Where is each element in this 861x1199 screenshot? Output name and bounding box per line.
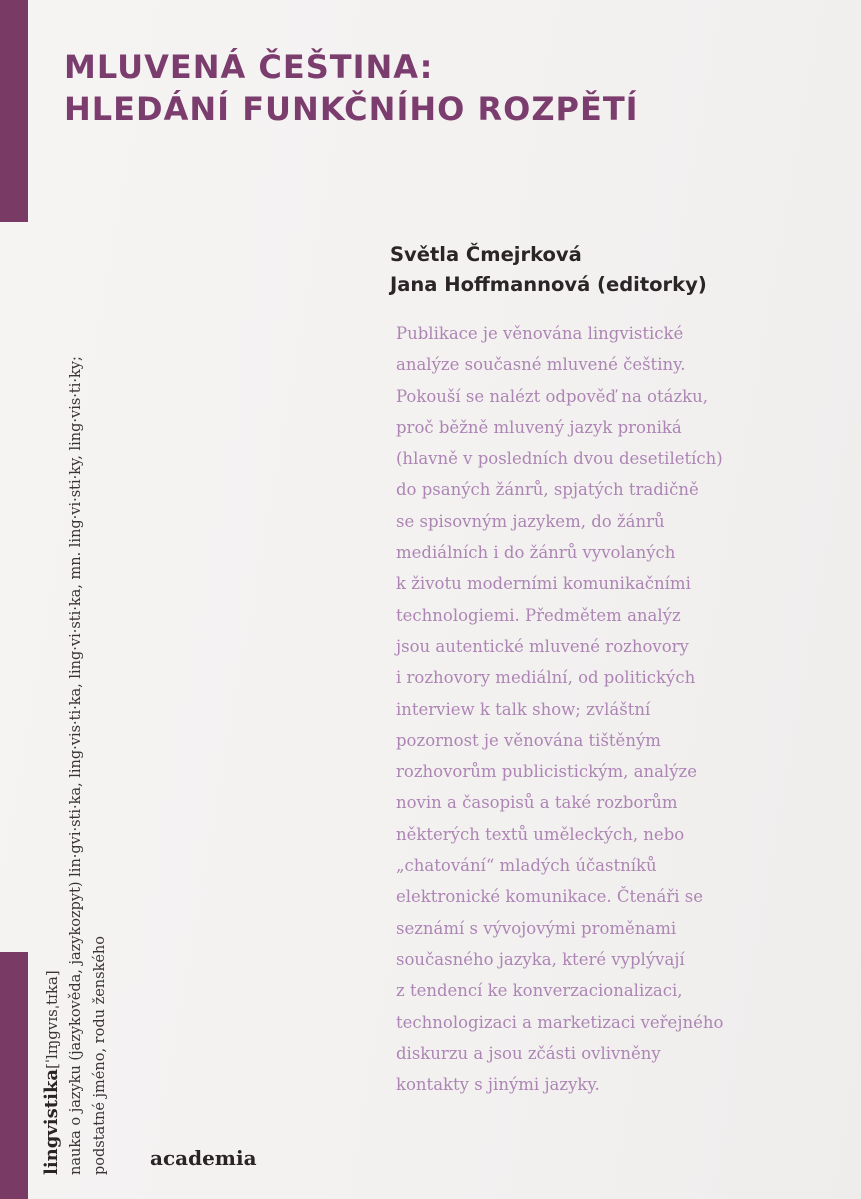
- blurb-line: mediálních i do žánrů vyvolaných: [396, 543, 676, 563]
- dictionary-headline: [40, 175, 64, 1175]
- author-line-1: Světla Čmejrková: [390, 243, 582, 266]
- blurb-line: Publikace je věnována lingvistické: [396, 324, 684, 343]
- blurb-text: [396, 318, 836, 1100]
- blurb-line: Pokouší se nalézt odpověď na otázku,: [396, 386, 709, 406]
- blurb-line: se spisovným jazykem, do žánrů: [396, 511, 665, 531]
- blurb-line: k životu moderními komunikačními: [396, 574, 691, 594]
- dictionary-pronunciation: [ˈlɪŋgvɪsˌtɪka]: [43, 970, 61, 1069]
- blurb-line: jsou autentické mluvené rozhovory: [396, 636, 689, 656]
- title-line-2: HLEDÁNÍ FUNKČNÍHO ROZPĚTÍ: [64, 90, 639, 128]
- dictionary-definition: nauka o jazyku (jazykověda, jazykozpyt) lin·gvi·sti·ka, ling·vis·ti·ka, ling·vi·sti·ka, mn. ling·vi·sti·ky, ling·vis·ti·ky;: [68, 356, 84, 1175]
- blurb-line: i rozhovory mediální, od politických: [396, 668, 696, 688]
- authors: [390, 240, 840, 300]
- blurb-line: novin a časopisů a také rozborům: [396, 793, 678, 813]
- blurb-line: „chatování“ mladých účastníků: [396, 856, 657, 876]
- blurb-line: elektronické komunikace. Čtenáři se: [396, 887, 703, 907]
- dictionary-grammar: podstatné jméno, rodu ženského: [92, 935, 108, 1175]
- blurb-line: technologizaci a marketizaci veřejného: [396, 1012, 724, 1032]
- blurb-line: seznámí s vývojovými proměnami: [396, 918, 677, 938]
- blurb-line: současného jazyka, které vyplývají: [396, 949, 685, 969]
- blurb-line: kontakty s jinými jazyky.: [396, 1075, 600, 1095]
- publisher-logo: academia: [150, 1146, 257, 1170]
- blurb-line: z tendencí ke konverzacionalizaci,: [396, 981, 683, 1001]
- blurb-line: proč běžně mluvený jazyk proniká: [396, 417, 682, 437]
- book-title: [64, 46, 824, 130]
- blurb-line: rozhovorům publicistickým, analýze: [396, 762, 697, 782]
- spine-accent-top: [0, 0, 28, 222]
- blurb-line: technologiemi. Předmětem analýz: [396, 605, 681, 625]
- blurb-line: do psaných žánrů, spjatých tradičně: [396, 480, 699, 500]
- blurb-line: diskurzu a jsou zčásti ovlivněny: [396, 1043, 661, 1063]
- blurb-line: některých textů uměleckých, nebo: [396, 824, 685, 844]
- blurb-line: pozornost je věnována tištěným: [396, 730, 661, 750]
- dictionary-entry: [40, 175, 130, 1175]
- blurb-line: (hlavně v posledních dvou desetiletích): [396, 449, 723, 469]
- blurb-line: interview k talk show; zvláštní: [396, 699, 651, 719]
- blurb-line: analýze současné mluvené češtiny.: [396, 355, 686, 375]
- dictionary-headword: lingvistika: [41, 1068, 62, 1175]
- title-line-1: MLUVENÁ ČEŠTINA:: [64, 48, 434, 86]
- author-line-2: Jana Hoffmannová (editorky): [390, 273, 707, 296]
- spine-accent-bottom: [0, 952, 28, 1199]
